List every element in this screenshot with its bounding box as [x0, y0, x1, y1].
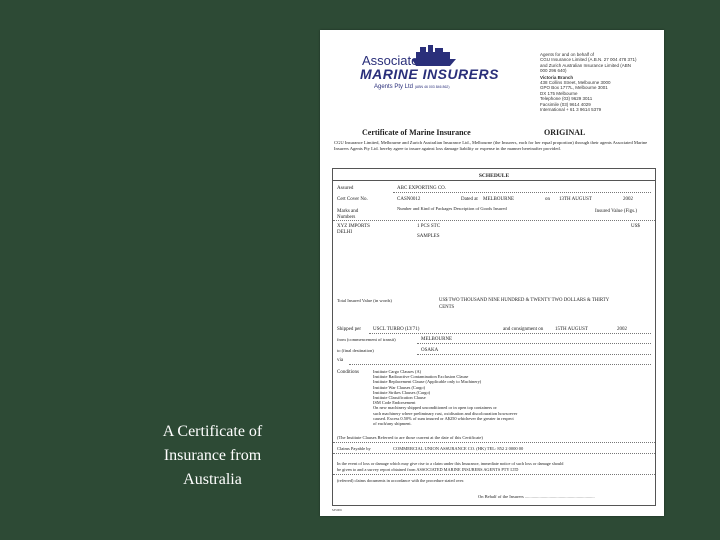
- claims-value: COMMERCIAL UNION ASSURANCE CO. (HK) TEL: 852 2 0000 00: [393, 446, 524, 451]
- logo-agents: Agents Pty Ltd (ABN 46 003 846 862): [374, 84, 450, 90]
- from-value: MELBOURNE: [421, 337, 453, 342]
- insured-value-label: Insured Value (Figs.): [595, 209, 637, 214]
- caption-line-2: Insurance from: [163, 447, 262, 464]
- condition-2: Institute Radioactive Contamination Exclusion Clause: [373, 374, 469, 380]
- commence-value: 15TH AUGUST: [555, 327, 588, 332]
- dated-at-label: Dated at: [461, 197, 478, 202]
- shipped-label: Shipped per: [337, 327, 362, 332]
- commence-year: 2002: [617, 327, 627, 332]
- on-value: 13TH AUGUST: [559, 197, 592, 202]
- condition-1: Institute Cargo Clauses (A): [373, 369, 422, 374]
- loss-notice-line-2: be given to and a survey report obtained from ASSOCIATED MARINE INSURERS AGENTS PTY LTD: [337, 467, 519, 472]
- loss-notice-line-1: In the event of loss or damage which may give rise to a claim under this Insurance, immediate notice of such loss or damage should: [337, 461, 564, 466]
- cert-no-value: CASN0012: [397, 197, 421, 202]
- certificate-title: Certificate of Marine Insurance: [362, 128, 471, 137]
- marks-value-1: XYZ IMPORTS: [337, 224, 370, 229]
- dated-at-value: MELBOURNE: [483, 197, 515, 202]
- total-label: Total Insured Value (in words): [337, 298, 392, 303]
- condition-9: such machinery where preliminary rust, oxidisation and discolouration howsoever: [373, 410, 518, 416]
- logo-associated: Associated: [362, 53, 426, 68]
- agent-details: Agents for and on behalf of CGU Insurance Limited (A.B.N. 27 004 478 371) and Zurich Australian Insurance Limited (ABN 000 296 640) Victoria Branch 438 Collins Street, Melbourne 3000 GPO Box 1777L, Melbourne 3001 DX 175 Melbourne Telephone (03) 9629 3011 Facsimile (03) 9614 4029 International + 61 3 9614 5379: [540, 52, 637, 113]
- schedule-heading: SCHEDULE: [478, 173, 510, 179]
- on-behalf-of-insurers: On Behalf of the Insurers ..............................................................: [478, 494, 595, 499]
- packages-label: Number and Kind of Packages Description of Goods Insured: [397, 206, 507, 211]
- schedule-box: [332, 168, 656, 506]
- commence-label: and consignment on: [503, 327, 544, 332]
- total-value-line-2: CENTS: [439, 305, 455, 310]
- marks-label: Marks and Numbers: [337, 209, 359, 220]
- from-label: from (commencement of transit): [337, 337, 396, 342]
- claims-documents-note: (referred) claims documents in accordance with the procedure stated over.: [337, 478, 465, 483]
- condition-4: Institute War Clauses (Cargo): [373, 384, 426, 390]
- condition-6: Institute Classification Clause: [373, 395, 426, 400]
- condition-3: Institute Replacement Clause (Applicable only to Machinery): [373, 379, 482, 385]
- insurance-certificate: [320, 30, 664, 516]
- caption-line-3: Australia: [183, 471, 242, 488]
- shipped-value: USCL TURBO (LY71): [373, 327, 420, 332]
- condition-11: of each/any shipment.: [373, 421, 412, 426]
- on-year: 2002: [623, 197, 633, 202]
- slide-caption: [150, 420, 275, 492]
- original-stamp: ORIGINAL: [544, 128, 586, 137]
- total-value-line-1: US$ TWO THOUSAND NINE HUNDRED & TWENTY TWO DOLLARS & THIRTY: [439, 298, 610, 303]
- intro-paragraph: CGU Insurance Limited, Melbourne and Zurich Australian Insurance Ltd., Melbourne (the Insurers, each for her equal proportion) through their agents Associated Marine Insurers Agents Pty Ltd. hereby agree to insure against loss damage liability or expense in the manner hereinafter provided.: [334, 140, 648, 151]
- marks-value-2: DELHI: [337, 230, 352, 235]
- logo-marine-insurers: MARINE INSURERS: [360, 66, 499, 82]
- via-label: via: [337, 358, 344, 363]
- conditions-label: Conditions: [337, 370, 359, 375]
- form-number: M5006: [332, 508, 342, 512]
- packages-value-1: 1 PCS STC: [417, 224, 441, 229]
- packages-value-2: SAMPLES: [417, 234, 440, 239]
- caption-line-1: A Certificate of: [162, 423, 263, 440]
- condition-8: On new machinery shipped unconditioned or in open top containers or: [373, 405, 497, 411]
- assured-label: Assured: [337, 186, 354, 191]
- to-value: OSAKA: [421, 348, 439, 353]
- condition-7: ISM Code Endorsement: [373, 400, 416, 406]
- currency: US$: [631, 224, 640, 229]
- to-label: to (final destination): [337, 348, 374, 353]
- condition-10: caused. Excess 0.50% of sum insured or A$250 whichever the greater in respect: [373, 415, 514, 421]
- cert-no-label: Cert Cover No.: [337, 197, 368, 202]
- clauses-note: (The Institute Clauses Referred to are those current at the date of this Certificate): [337, 435, 483, 440]
- claims-label: Claims Payable by: [337, 446, 371, 451]
- on-label: on: [545, 197, 550, 202]
- assured-value: ABC EXPORTING CO.: [397, 186, 447, 191]
- condition-5: Institute Strikes Clauses (Cargo): [373, 389, 431, 395]
